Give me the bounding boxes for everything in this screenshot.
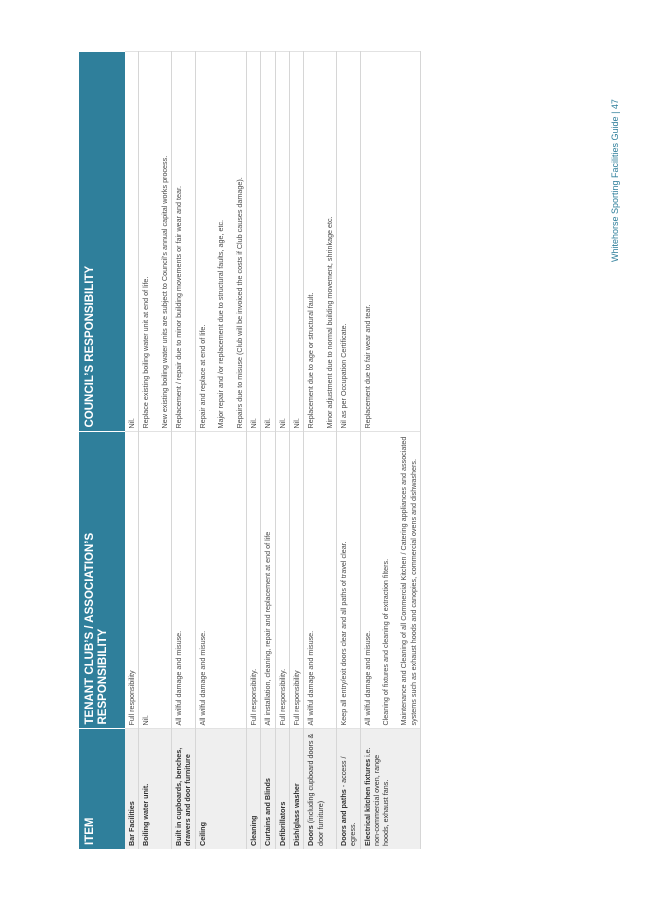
- council-responsibility-cell: [261, 52, 275, 432]
- table-row: [289, 52, 303, 849]
- council-responsibility-text: Replacement due to fair wear and tear.: [362, 304, 372, 429]
- tenant-responsibility-cell: [275, 432, 289, 729]
- item-name: Built in cupboards, benches, drawers and door furniture: [174, 747, 193, 846]
- tenant-responsibility-text: Full responsibility: [127, 670, 136, 726]
- council-responsibility-text: Replace existing boiling water unit at end of life.: [141, 276, 151, 429]
- council-responsibility-cell: [125, 52, 139, 432]
- tenant-responsibility-cell: [172, 432, 196, 729]
- council-responsibility-text: Nil.: [291, 418, 301, 429]
- council-responsibility-cell: [304, 52, 337, 432]
- council-responsibility-text: Nil.: [127, 418, 136, 429]
- responsibility-table: [79, 52, 421, 850]
- tenant-responsibility-text: All wilful damage and misuse.: [197, 630, 207, 726]
- council-responsibility-cell: [360, 52, 420, 432]
- table-row: [337, 52, 361, 849]
- rotated-table-container: [79, 52, 570, 849]
- table-row: [195, 52, 246, 849]
- tenant-responsibility-text: Cleaning of fixtures and cleaning of extraction filters.: [381, 558, 391, 726]
- item-cell: [195, 729, 246, 849]
- tenant-responsibility-cell: [337, 432, 361, 729]
- tenant-responsibility-cell: [360, 432, 420, 729]
- table-row: [125, 52, 139, 849]
- council-responsibility-text: Replacement due to age or structural fault.: [306, 292, 316, 429]
- tenant-responsibility-text: All wilful damage and misuse.: [362, 630, 372, 726]
- table-row: [360, 52, 420, 849]
- item-name: Doors and paths: [339, 789, 349, 846]
- item-detail: i.e. non-commercial oven, range hoods, exhaust fans.: [362, 747, 391, 846]
- council-responsibility-text: Nil.: [263, 418, 273, 429]
- header-tenant-responsibility: TENANT CLUB’S / ASSOCIATION’S RESPONSIBILITY: [79, 432, 125, 729]
- page-footer: Whitehorse Sporting Facilities Guide | 47: [610, 99, 620, 262]
- item-cell: [275, 729, 289, 849]
- tenant-responsibility-text: All wilful damage and misuse.: [306, 630, 316, 726]
- header-council-responsibility: COUNCIL’S RESPONSIBILITY: [79, 52, 125, 432]
- item-name: Electrical kitchen fixtures: [362, 758, 372, 846]
- tenant-responsibility-text: Full responsibility: [291, 670, 301, 726]
- council-responsibility-cell: [195, 52, 246, 432]
- council-responsibility-text: Nil.: [248, 418, 258, 429]
- table-row: [139, 52, 172, 849]
- table-row: [172, 52, 196, 849]
- item-name: Bar Facilities: [127, 801, 136, 846]
- item-detail: - access / egress.: [339, 756, 358, 846]
- council-responsibility-cell: [337, 52, 361, 432]
- tenant-responsibility-text: All installation, cleaning, repair and replacement at end of life: [263, 531, 273, 726]
- table-row: [304, 52, 337, 849]
- item-cell: [172, 729, 196, 849]
- table-row: [246, 52, 260, 849]
- council-responsibility-text: Replacement / repair due to minor building movements or fair wear and tear.: [174, 185, 184, 429]
- council-responsibility-text: New existing boiling water units are subject to Council’s annual capital works process.: [159, 155, 169, 429]
- council-responsibility-cell: [172, 52, 196, 432]
- item-name: Dish/glass washer: [291, 783, 301, 846]
- council-responsibility-text: Nil as per Occupation Certificate.: [339, 323, 349, 429]
- council-responsibility-text: Repair and replace at end of life.: [197, 324, 207, 429]
- table-body: [125, 52, 421, 849]
- council-responsibility-cell: [275, 52, 289, 432]
- item-cell: [337, 729, 361, 849]
- tenant-responsibility-text: Maintenance and Cleaning of all Commercial Kitchen / Catering appliances and associated systems such as exhaust hoods and canopies, commercial ovens and dishwashers.: [399, 436, 418, 726]
- tenant-responsibility-cell: [261, 432, 275, 729]
- item-cell: [289, 729, 303, 849]
- tenant-responsibility-text: All wilful damage and misuse.: [174, 630, 184, 726]
- item-name: Curtains and Blinds: [263, 778, 273, 846]
- item-detail: (including cupboard doors & door furniture): [306, 733, 325, 846]
- council-responsibility-cell: [289, 52, 303, 432]
- table-header-row: [79, 52, 125, 849]
- tenant-responsibility-cell: [125, 432, 139, 729]
- item-name: Cleaning: [248, 815, 258, 846]
- tenant-responsibility-cell: [304, 432, 337, 729]
- council-responsibility-text: Repairs due to misuse (Club will be invoiced the costs if Club causes damage).: [234, 177, 244, 429]
- table-row: [261, 52, 275, 849]
- item-name: Defibrillators: [277, 801, 287, 846]
- item-cell: [246, 729, 260, 849]
- item-name: Boiling water unit.: [141, 783, 151, 846]
- tenant-responsibility-cell: [289, 432, 303, 729]
- council-responsibility-text: Major repair and /or replacement due to structural faults, age, etc.: [216, 219, 226, 429]
- header-item: ITEM: [79, 729, 125, 849]
- tenant-responsibility-text: Nil.: [141, 715, 151, 726]
- tenant-responsibility-cell: [246, 432, 260, 729]
- tenant-responsibility-text: Full responsibility.: [248, 668, 258, 726]
- council-responsibility-text: Minor adjustment due to normal building movement, shrinkage etc.: [324, 216, 334, 429]
- tenant-responsibility-text: Full responsibility.: [277, 668, 287, 726]
- item-cell: [360, 729, 420, 849]
- item-cell: [304, 729, 337, 849]
- council-responsibility-cell: [139, 52, 172, 432]
- table-row: [275, 52, 289, 849]
- item-cell: [139, 729, 172, 849]
- item-name: Ceiling: [197, 822, 207, 846]
- item-cell: [125, 729, 139, 849]
- item-name: Doors: [306, 825, 316, 846]
- tenant-responsibility-cell: [195, 432, 246, 729]
- item-cell: [261, 729, 275, 849]
- tenant-responsibility-cell: [139, 432, 172, 729]
- council-responsibility-cell: [246, 52, 260, 432]
- council-responsibility-text: Nil.: [277, 418, 287, 429]
- tenant-responsibility-text: Keep all entry/exit doors clear and all paths of travel clear.: [339, 541, 349, 726]
